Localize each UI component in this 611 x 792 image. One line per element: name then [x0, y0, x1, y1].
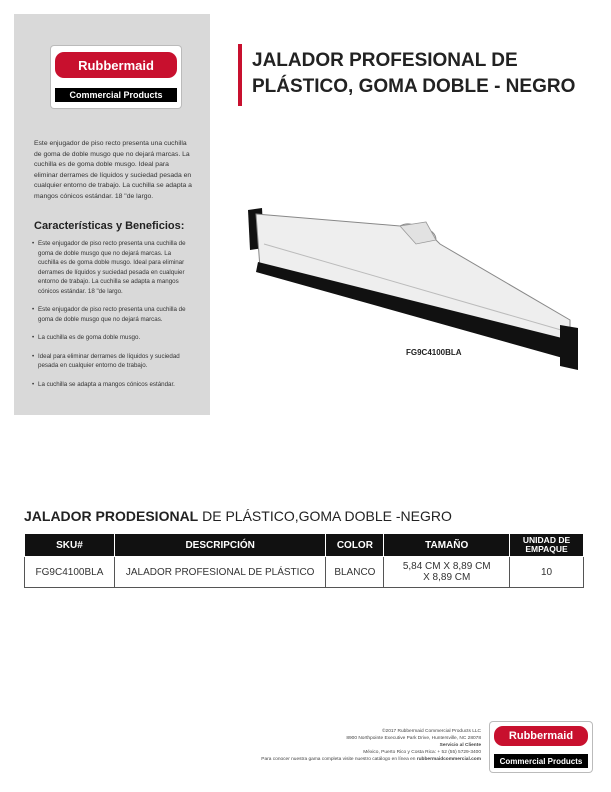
- features-list: [32, 239, 192, 398]
- footer-phone: México, Puerto Rico y Costa Rica: + 52 (55) 5729-3400: [363, 750, 481, 755]
- table-row: [25, 557, 584, 588]
- header-sku: SKU#: [25, 534, 115, 557]
- cell-size-line2: X 8,89 CM: [423, 572, 471, 583]
- rubbermaid-logo-footer: [490, 722, 592, 772]
- cell-description: JALADOR PROFESIONAL DE PLÁSTICO: [114, 557, 325, 588]
- logo-tagline: Commercial Products: [494, 754, 588, 768]
- table-header-row: [25, 534, 584, 557]
- feature-item: • La cuchilla se adapta a mangos cónicos estándar.: [32, 380, 192, 390]
- feature-item: • La cuchilla es de goma doble musgo.: [32, 333, 192, 343]
- product-spec-table: [24, 533, 584, 588]
- footer-catalog-line: [161, 756, 481, 763]
- cell-color: BLANCO: [326, 557, 384, 588]
- header-color: COLOR: [326, 534, 384, 557]
- logo-tagline: Commercial Products: [55, 88, 177, 102]
- table-heading: [24, 508, 452, 524]
- feature-item: • Este enjugador de piso recto presenta una cuchilla de goma de doble musgo que no dejará marcas. La cuchilla es de goma doble musgo. Ideal para eliminar derrames de líquidos y suciedad pesada en cualquier entorno de trabajo. La cuchilla se adapta a mangos cónicos estándar. 18 "de largo.: [32, 239, 192, 296]
- footer-catalog-text: Para conocer nuestra gama completa visite nuestro catálogo en línea en: [261, 757, 417, 762]
- logo-wordmark: Rubbermaid: [55, 52, 177, 78]
- product-intro: Este enjugador de piso recto presenta una cuchilla de goma de doble musgo que no dejará marcas. La cuchilla es de goma doble musgo. Ideal para eliminar derrames de líquidos y suciedad pesada en cualquier entorno de trabajo. La cuchilla se adapta a mangos cónicos estándar. 18 "de largo.: [34, 140, 192, 200]
- cell-unit: 10: [510, 557, 584, 588]
- header-unit-line1: UNIDAD DE: [522, 535, 571, 545]
- footer-copyright: ©2017 Rubbermaid Commercial Products LLC: [382, 729, 481, 734]
- header-description: DESCRIPCIÓN: [114, 534, 325, 557]
- product-image-caption: FG9C4100BLA: [406, 348, 462, 357]
- page-title: JALADOR PROFESIONAL DE PLÁSTICO, GOMA DOBLE - NEGRO: [252, 50, 576, 97]
- feature-item: • Este enjugador de piso recto presenta una cuchilla de goma de doble musgo que no dejará marcas.: [32, 305, 192, 324]
- footer-catalog-link[interactable]: rubbermaidcommercial.com: [416, 757, 481, 762]
- footer-contact: [161, 728, 481, 763]
- header-unit: [510, 534, 584, 557]
- features-heading: Características y Beneficios:: [34, 220, 185, 232]
- cell-sku: FG9C4100BLA: [25, 557, 115, 588]
- table-heading-rest: DE PLÁSTICO,GOMA DOBLE -NEGRO: [198, 508, 452, 524]
- header-size: TAMAÑO: [384, 534, 510, 557]
- title-accent-bar: [238, 44, 242, 106]
- header-unit-line2: EMPAQUE: [525, 544, 568, 554]
- rubbermaid-logo: [51, 46, 181, 108]
- cell-size-line1: 5,84 CM X 8,89 CM: [402, 561, 491, 572]
- cell-size: [384, 557, 510, 588]
- footer-address: 8900 Northpointe Executive Park Drive, Huntersville, NC 28078: [346, 736, 481, 741]
- table-heading-bold: JALADOR PRODESIONAL: [24, 508, 199, 524]
- logo-wordmark: Rubbermaid: [494, 726, 588, 746]
- feature-item: • Ideal para eliminar derrames de líquidos y suciedad pesada en cualquier entorno de trabajo.: [32, 352, 192, 371]
- footer-service-heading: Servicio al Cliente: [439, 743, 481, 748]
